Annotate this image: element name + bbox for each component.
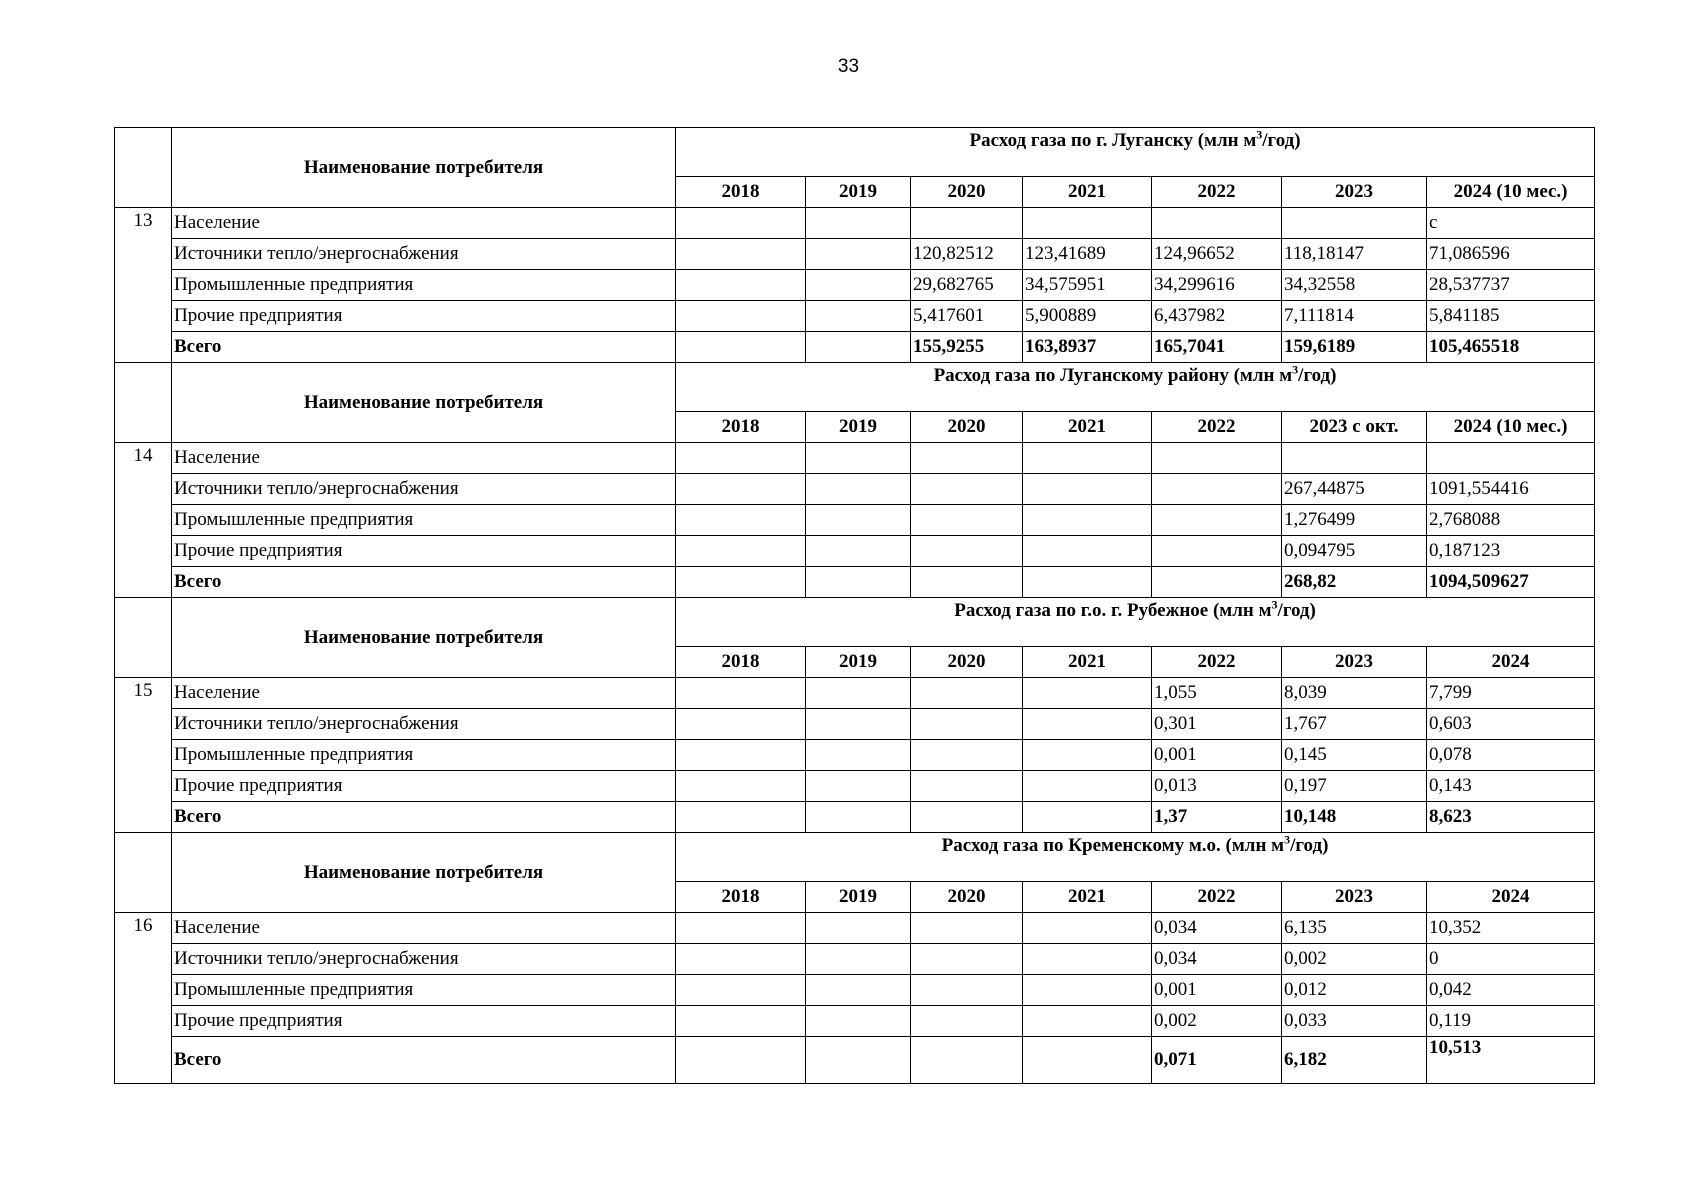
section-header-row [115,833,1595,882]
value-cell: 7,799 [1427,678,1595,709]
value-cell: 0,001 [1152,975,1282,1006]
value-cell: 2,768088 [1427,505,1595,536]
consumer-name: Население [172,208,676,239]
value-cell: 0,603 [1427,709,1595,740]
consumer-name: Промышленные предприятия [172,740,676,771]
year-header: 2019 [806,647,911,678]
value-cell [1152,208,1282,239]
value-cell [806,709,911,740]
value-cell [806,474,911,505]
value-cell [676,301,806,332]
year-header: 2024 (10 мес.) [1427,412,1595,443]
value-cell [676,913,806,944]
table-row [115,567,1595,598]
value-cell: 0,187123 [1427,536,1595,567]
consumer-name: Прочие предприятия [172,301,676,332]
value-cell: 0,033 [1282,1006,1427,1037]
value-cell [911,913,1023,944]
total-value-cell: 1094,509627 [1427,567,1595,598]
year-header: 2024 (10 мес.) [1427,177,1595,208]
value-cell [676,678,806,709]
section-title [676,363,1595,412]
value-cell: 5,841185 [1427,301,1595,332]
total-value-cell [806,567,911,598]
value-cell: 29,682765 [911,270,1023,301]
section-title-superscript: 3 [1292,362,1299,377]
header-blank-cell [115,833,172,913]
value-cell: 28,537737 [1427,270,1595,301]
value-cell [911,771,1023,802]
value-cell [1023,536,1152,567]
year-header: 2019 [806,882,911,913]
total-label: Всего [172,332,676,363]
year-header: 2024 [1427,882,1595,913]
total-value-cell [1152,567,1282,598]
section-title-unit: /год) [1277,600,1316,621]
value-cell [1023,913,1152,944]
section-title-unit: /год) [1262,130,1301,151]
value-cell [676,443,806,474]
consumer-name: Промышленные предприятия [172,270,676,301]
value-cell [676,1006,806,1037]
value-cell: 5,900889 [1023,301,1152,332]
consumer-name: Население [172,913,676,944]
section-header-row [115,363,1595,412]
total-value-cell [676,802,806,833]
year-header: 2018 [676,882,806,913]
total-value-cell [676,567,806,598]
consumer-name: Население [172,443,676,474]
value-cell: 7,111814 [1282,301,1427,332]
table-row [115,1006,1595,1037]
header-blank-cell [115,598,172,678]
section-title-text: Расход газа по Луганскому району (млн м [933,365,1293,386]
table-body [115,128,1595,1084]
value-cell [1282,443,1427,474]
value-cell [676,270,806,301]
table-row [115,270,1595,301]
total-label: Всего [172,567,676,598]
value-cell [806,505,911,536]
value-cell: 0,197 [1282,771,1427,802]
value-cell: 1091,554416 [1427,474,1595,505]
value-cell [911,678,1023,709]
value-cell: 0,094795 [1282,536,1427,567]
total-value-cell [806,332,911,363]
value-cell [911,740,1023,771]
value-cell [676,505,806,536]
value-cell [676,208,806,239]
value-cell: 1,276499 [1282,505,1427,536]
section-title-text: Расход газа по г.о. г. Рубежное (млн м [954,600,1272,621]
value-cell [1152,443,1282,474]
table-row [115,678,1595,709]
value-cell: 0,012 [1282,975,1427,1006]
value-cell: 0,034 [1152,913,1282,944]
consumer-name: Источники тепло/энергоснабжения [172,944,676,975]
section-number: 14 [115,443,172,598]
consumer-name: Источники тепло/энергоснабжения [172,709,676,740]
value-cell: 10,352 [1427,913,1595,944]
value-cell [911,1006,1023,1037]
year-header: 2023 [1282,647,1427,678]
value-cell [911,208,1023,239]
value-cell [911,975,1023,1006]
year-header: 2018 [676,412,806,443]
value-cell [1023,771,1152,802]
year-header: 2021 [1023,177,1152,208]
total-value-cell [806,802,911,833]
value-cell [806,1006,911,1037]
value-cell [911,443,1023,474]
value-cell: 34,299616 [1152,270,1282,301]
value-cell [911,505,1023,536]
total-value-cell: 6,182 [1282,1037,1427,1084]
value-cell [676,975,806,1006]
value-cell: 0,119 [1427,1006,1595,1037]
total-value-cell [911,802,1023,833]
year-header: 2022 [1152,647,1282,678]
value-cell [806,270,911,301]
value-cell [1023,208,1152,239]
value-cell [806,944,911,975]
year-header: 2022 [1152,412,1282,443]
value-cell: 123,41689 [1023,239,1152,270]
total-value-cell [1023,1037,1152,1084]
value-cell [911,944,1023,975]
total-value-cell [911,1037,1023,1084]
section-title [676,128,1595,177]
value-cell [806,913,911,944]
value-cell: 0,002 [1282,944,1427,975]
year-header: 2024 [1427,647,1595,678]
section-title-unit: /год) [1298,365,1337,386]
value-cell [1152,474,1282,505]
section-title-text: Расход газа по Кременскому м.о. (млн м [941,835,1285,856]
section-header-row [115,128,1595,177]
year-header: 2021 [1023,412,1152,443]
value-cell: 71,086596 [1427,239,1595,270]
consumer-header: Наименование потребителя [172,128,676,208]
value-cell: 120,82512 [911,239,1023,270]
consumer-name: Прочие предприятия [172,536,676,567]
value-cell [1023,709,1152,740]
year-header: 2021 [1023,647,1152,678]
table-row [115,771,1595,802]
value-cell [806,740,911,771]
value-cell [806,975,911,1006]
value-cell: 0,301 [1152,709,1282,740]
section-title [676,598,1595,647]
total-value-cell [676,332,806,363]
value-cell: 0,001 [1152,740,1282,771]
value-cell [1023,975,1152,1006]
value-cell [1427,443,1595,474]
total-value-cell: 165,7041 [1152,332,1282,363]
section-title-unit: /год) [1290,835,1329,856]
value-cell [1023,678,1152,709]
value-cell [1023,474,1152,505]
value-cell: 0,143 [1427,771,1595,802]
value-cell: 267,44875 [1282,474,1427,505]
section-title-superscript: 3 [1284,832,1291,847]
year-header: 2018 [676,177,806,208]
section-title-superscript: 3 [1271,597,1278,612]
total-value-cell [911,567,1023,598]
consumer-name: Прочие предприятия [172,1006,676,1037]
table-row [115,1037,1595,1084]
total-value-cell: 1,37 [1152,802,1282,833]
year-header: 2020 [911,412,1023,443]
total-value-cell: 8,623 [1427,802,1595,833]
section-header-row [115,598,1595,647]
year-header: 2020 [911,177,1023,208]
value-cell [676,944,806,975]
value-cell [806,536,911,567]
year-header: 2023 [1282,177,1427,208]
consumer-header: Наименование потребителя [172,833,676,913]
value-cell: 8,039 [1282,678,1427,709]
table-row [115,975,1595,1006]
section-number: 16 [115,913,172,1084]
total-value-cell: 10,513 [1427,1037,1595,1084]
value-cell: с [1427,208,1595,239]
consumer-name: Источники тепло/энергоснабжения [172,239,676,270]
value-cell [1282,208,1427,239]
value-cell [1152,536,1282,567]
table-row [115,301,1595,332]
total-value-cell: 159,6189 [1282,332,1427,363]
value-cell: 0,013 [1152,771,1282,802]
value-cell: 0,034 [1152,944,1282,975]
year-header: 2020 [911,882,1023,913]
value-cell [806,301,911,332]
page-number: 33 [837,56,860,77]
value-cell [676,474,806,505]
consumer-name: Население [172,678,676,709]
table-row [115,536,1595,567]
value-cell [1023,1006,1152,1037]
value-cell [676,536,806,567]
table-row [115,505,1595,536]
year-header: 2019 [806,177,911,208]
value-cell: 0,002 [1152,1006,1282,1037]
total-value-cell [1023,567,1152,598]
total-value-cell: 268,82 [1282,567,1427,598]
value-cell [1023,740,1152,771]
year-header: 2020 [911,647,1023,678]
value-cell: 34,575951 [1023,270,1152,301]
table-row [115,208,1595,239]
total-value-cell [806,1037,911,1084]
total-label: Всего [172,802,676,833]
year-header: 2022 [1152,882,1282,913]
gas-consumption-table [114,127,1595,1084]
table-row [115,913,1595,944]
table-row [115,740,1595,771]
value-cell: 1,055 [1152,678,1282,709]
total-value-cell [676,1037,806,1084]
year-header: 2023 с окт. [1282,412,1427,443]
table-row [115,802,1595,833]
section-number: 13 [115,208,172,363]
year-header: 2023 [1282,882,1427,913]
value-cell: 0,145 [1282,740,1427,771]
value-cell [806,443,911,474]
year-header: 2018 [676,647,806,678]
value-cell: 5,417601 [911,301,1023,332]
year-header: 2019 [806,412,911,443]
value-cell [676,239,806,270]
table-row [115,239,1595,270]
section-number: 15 [115,678,172,833]
value-cell [806,239,911,270]
value-cell [911,474,1023,505]
value-cell [676,771,806,802]
consumer-name: Промышленные предприятия [172,975,676,1006]
value-cell: 0 [1427,944,1595,975]
consumer-header: Наименование потребителя [172,363,676,443]
table-row [115,474,1595,505]
table-row [115,443,1595,474]
total-value-cell: 10,148 [1282,802,1427,833]
year-header: 2022 [1152,177,1282,208]
value-cell [1023,505,1152,536]
value-cell [911,536,1023,567]
value-cell: 118,18147 [1282,239,1427,270]
total-value-cell: 163,8937 [1023,332,1152,363]
value-cell [911,709,1023,740]
consumer-name: Прочие предприятия [172,771,676,802]
consumer-header: Наименование потребителя [172,598,676,678]
consumer-name: Источники тепло/энергоснабжения [172,474,676,505]
year-header: 2021 [1023,882,1152,913]
consumer-name: Промышленные предприятия [172,505,676,536]
value-cell [1023,443,1152,474]
value-cell [1152,505,1282,536]
table-row [115,709,1595,740]
total-value-cell [1023,802,1152,833]
value-cell [1023,944,1152,975]
table-row [115,332,1595,363]
total-value-cell: 105,465518 [1427,332,1595,363]
total-value-cell: 0,071 [1152,1037,1282,1084]
value-cell [806,208,911,239]
table-row [115,944,1595,975]
value-cell [806,771,911,802]
value-cell: 0,042 [1427,975,1595,1006]
total-label: Всего [172,1037,676,1084]
value-cell: 0,078 [1427,740,1595,771]
value-cell: 6,135 [1282,913,1427,944]
value-cell: 1,767 [1282,709,1427,740]
header-blank-cell [115,128,172,208]
section-title [676,833,1595,882]
value-cell [806,678,911,709]
value-cell [676,740,806,771]
value-cell [676,709,806,740]
section-title-text: Расход газа по г. Луганску (млн м [969,130,1257,151]
section-title-superscript: 3 [1256,127,1263,142]
value-cell: 6,437982 [1152,301,1282,332]
value-cell: 124,96652 [1152,239,1282,270]
header-blank-cell [115,363,172,443]
total-value-cell: 155,9255 [911,332,1023,363]
value-cell: 34,32558 [1282,270,1427,301]
